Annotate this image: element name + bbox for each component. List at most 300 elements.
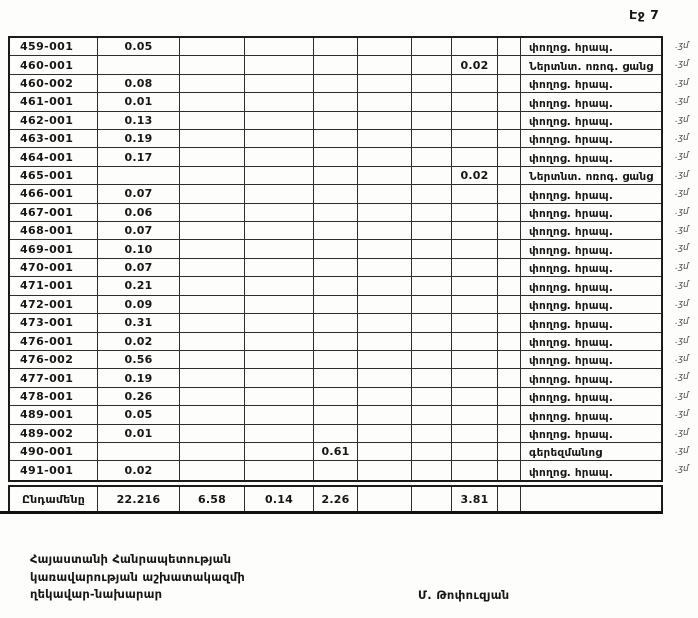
value-cell-7: [452, 259, 498, 276]
value-cell-5: [358, 461, 412, 479]
value-cell-3: [245, 38, 314, 55]
value-cell-7: [452, 277, 498, 294]
land-use-note-cell: փողոց. հրապ.: [529, 410, 614, 423]
handwritten-margin-mark: .ʒմ: [675, 464, 689, 475]
value-cell-4: 0.61: [314, 443, 358, 460]
value-cell-6: [412, 259, 452, 276]
parcel-code-cell: 461-001: [10, 93, 98, 110]
value-cell-5: [358, 240, 412, 257]
value-cell-4: [314, 148, 358, 165]
value-cell-1: 0.56: [98, 351, 180, 368]
parcel-code-cell: 468-001: [10, 222, 98, 239]
land-use-note-cell: փողոց. հրապ.: [529, 281, 614, 294]
land-use-note-cell: փողոց. հրապ.: [529, 226, 614, 239]
value-cell-7: [452, 185, 498, 202]
value-cell-2: [180, 148, 245, 165]
value-cell-8: [498, 259, 521, 276]
value-cell-6: [412, 240, 452, 257]
value-cell-6: [412, 222, 452, 239]
value-cell-5: [358, 112, 412, 129]
value-cell-3: [245, 112, 314, 129]
value-cell-5: [358, 204, 412, 221]
value-cell-7: [452, 425, 498, 442]
value-cell-7: [452, 75, 498, 92]
handwritten-margin-mark: .ʒմ: [675, 59, 689, 70]
value-cell-2: [180, 240, 245, 257]
value-cell-2: [180, 369, 245, 386]
value-cell-7: [452, 222, 498, 239]
handwritten-margin-mark: .ʒմ: [675, 335, 689, 346]
table-row: [10, 56, 689, 74]
footer-line-1: Հայաստանի Հանրապետության: [30, 552, 232, 566]
value-cell-8: [498, 425, 521, 442]
table-row: [10, 148, 689, 166]
value-cell-2: [180, 406, 245, 423]
value-cell-5: [358, 314, 412, 331]
value-cell-8: [498, 130, 521, 147]
table-row: [10, 38, 689, 56]
value-cell-1: 0.26: [98, 388, 180, 405]
table-row: [10, 314, 689, 332]
parcel-code-cell: 464-001: [10, 148, 98, 165]
land-use-note-cell: փողոց. հրապ.: [529, 392, 614, 405]
totals-value-5: [358, 487, 412, 511]
totals-row: [8, 485, 663, 514]
value-cell-2: [180, 185, 245, 202]
table-row: [10, 333, 689, 351]
table-row: [10, 167, 689, 185]
totals-value-2: 6.58: [180, 487, 245, 511]
value-cell-4: [314, 38, 358, 55]
footer-line-2: կառավարության աշխատակազմի: [30, 569, 245, 584]
parcel-code-cell: 472-001: [10, 296, 98, 313]
value-cell-2: [180, 93, 245, 110]
value-cell-6: [412, 369, 452, 386]
land-use-note-cell: փողոց. հրապ.: [529, 116, 614, 129]
totals-note-cell: [521, 487, 661, 511]
value-cell-7: [452, 296, 498, 313]
value-cell-6: [412, 38, 452, 55]
handwritten-margin-mark: .ʒմ: [675, 409, 689, 420]
value-cell-7: [452, 148, 498, 165]
table-row: [10, 388, 689, 406]
land-use-note-cell: փողոց. հրապ.: [529, 97, 614, 110]
totals-value-8: [498, 487, 521, 511]
value-cell-1: [98, 167, 180, 184]
value-cell-7: [452, 461, 498, 479]
parcel-code-cell: 460-002: [10, 75, 98, 92]
footer-line-3: ղեկավար-նախարար: [30, 587, 163, 601]
value-cell-1: [98, 443, 180, 460]
value-cell-4: [314, 296, 358, 313]
value-cell-7: [452, 314, 498, 331]
signatory-name: Մ. Թոփուզյան: [418, 588, 510, 602]
value-cell-7: [452, 38, 498, 55]
value-cell-7: [452, 388, 498, 405]
land-use-note-cell: փողոց. հրապ.: [529, 134, 614, 147]
value-cell-3: [245, 443, 314, 460]
value-cell-8: [498, 204, 521, 221]
table-row: [10, 93, 689, 111]
value-cell-7: [452, 333, 498, 350]
value-cell-5: [358, 296, 412, 313]
table-row: [10, 369, 689, 387]
land-use-note-cell: փողոց. հրապ.: [529, 300, 614, 313]
value-cell-3: [245, 148, 314, 165]
value-cell-4: [314, 461, 358, 479]
value-cell-1: 0.09: [98, 296, 180, 313]
parcel-code-cell: 460-001: [10, 56, 98, 73]
value-cell-1: 0.07: [98, 259, 180, 276]
parcel-code-cell: 465-001: [10, 167, 98, 184]
value-cell-1: 0.06: [98, 204, 180, 221]
value-cell-4: [314, 314, 358, 331]
value-cell-8: [498, 296, 521, 313]
value-cell-7: 0.02: [452, 167, 498, 184]
land-use-note-cell: Ներտնտ. ոռոգ. ցանց: [529, 60, 654, 73]
value-cell-4: [314, 167, 358, 184]
handwritten-margin-mark: .ʒմ: [675, 225, 689, 236]
value-cell-4: [314, 259, 358, 276]
parcel-code-cell: 491-001: [10, 461, 98, 479]
value-cell-8: [498, 185, 521, 202]
totals-value-4: 2.26: [314, 487, 358, 511]
value-cell-1: 0.07: [98, 222, 180, 239]
parcel-code-cell: 469-001: [10, 240, 98, 257]
handwritten-margin-mark: .ʒմ: [675, 390, 689, 401]
value-cell-5: [358, 167, 412, 184]
value-cell-8: [498, 222, 521, 239]
handwritten-margin-mark: .ʒմ: [675, 298, 689, 309]
land-use-note-cell: փողոց. հրապ.: [529, 428, 614, 441]
value-cell-6: [412, 406, 452, 423]
value-cell-5: [358, 406, 412, 423]
value-cell-5: [358, 222, 412, 239]
value-cell-6: [412, 296, 452, 313]
value-cell-3: [245, 93, 314, 110]
land-use-note-cell: փողոց. հրապ.: [529, 466, 614, 479]
value-cell-4: [314, 425, 358, 442]
totals-value-3: 0.14: [245, 487, 314, 511]
value-cell-3: [245, 314, 314, 331]
handwritten-margin-mark: .ʒմ: [675, 133, 689, 144]
value-cell-7: 0.02: [452, 56, 498, 73]
value-cell-5: [358, 148, 412, 165]
footer-signatory-title: [30, 551, 245, 604]
value-cell-6: [412, 75, 452, 92]
value-cell-4: [314, 406, 358, 423]
value-cell-5: [358, 369, 412, 386]
value-cell-3: [245, 461, 314, 479]
value-cell-7: [452, 240, 498, 257]
value-cell-2: [180, 222, 245, 239]
value-cell-3: [245, 240, 314, 257]
handwritten-margin-mark: .ʒմ: [675, 114, 689, 125]
parcel-code-cell: 477-001: [10, 369, 98, 386]
table-row: [10, 277, 689, 295]
value-cell-6: [412, 277, 452, 294]
parcel-code-cell: 476-001: [10, 333, 98, 350]
table-row: [10, 222, 689, 240]
value-cell-4: [314, 222, 358, 239]
table-row: [10, 75, 689, 93]
handwritten-margin-mark: .ʒմ: [675, 261, 689, 272]
land-use-note-cell: փողոց. հրապ.: [529, 318, 614, 331]
value-cell-6: [412, 167, 452, 184]
land-use-note-cell: Ներտնտ. ոռոգ. ցանց: [529, 171, 654, 184]
data-table: [8, 36, 689, 482]
land-use-note-cell: փողոց. հրապ.: [529, 42, 614, 55]
parcel-code-cell: 470-001: [10, 259, 98, 276]
value-cell-7: [452, 351, 498, 368]
value-cell-3: [245, 369, 314, 386]
value-cell-1: 0.02: [98, 461, 180, 479]
totals-value-6: [412, 487, 452, 511]
page-number-label: Էջ 7: [629, 7, 660, 22]
value-cell-1: 0.19: [98, 369, 180, 386]
value-cell-3: [245, 425, 314, 442]
value-cell-4: [314, 75, 358, 92]
value-cell-1: 0.10: [98, 240, 180, 257]
value-cell-3: [245, 277, 314, 294]
value-cell-3: [245, 167, 314, 184]
value-cell-8: [498, 56, 521, 73]
value-cell-3: [245, 333, 314, 350]
handwritten-margin-mark: .ʒմ: [675, 151, 689, 162]
parcel-code-cell: 466-001: [10, 185, 98, 202]
totals-value-1: 22.216: [98, 487, 180, 511]
value-cell-7: [452, 369, 498, 386]
value-cell-4: [314, 93, 358, 110]
value-cell-2: [180, 443, 245, 460]
land-use-note-cell: փողոց. հրապ.: [529, 336, 614, 349]
table-row: [10, 259, 689, 277]
value-cell-4: [314, 204, 358, 221]
value-cell-3: [245, 130, 314, 147]
value-cell-2: [180, 277, 245, 294]
value-cell-4: [314, 185, 358, 202]
table-row: [10, 443, 689, 461]
land-use-note-cell: փողոց. հրապ.: [529, 373, 614, 386]
value-cell-2: [180, 351, 245, 368]
handwritten-margin-mark: .ʒմ: [675, 353, 689, 364]
value-cell-4: [314, 351, 358, 368]
value-cell-4: [314, 277, 358, 294]
value-cell-6: [412, 314, 452, 331]
value-cell-5: [358, 388, 412, 405]
table-row: [10, 406, 689, 424]
table-row: [10, 130, 689, 148]
value-cell-6: [412, 204, 452, 221]
parcel-code-cell: 463-001: [10, 130, 98, 147]
value-cell-1: 0.02: [98, 333, 180, 350]
land-use-note-cell: փողոց. հրապ.: [529, 244, 614, 257]
table-row: [10, 425, 689, 443]
handwritten-margin-mark: .ʒմ: [675, 96, 689, 107]
table-row: [10, 461, 689, 479]
value-cell-5: [358, 425, 412, 442]
value-cell-3: [245, 204, 314, 221]
value-cell-6: [412, 388, 452, 405]
value-cell-6: [412, 185, 452, 202]
value-cell-2: [180, 461, 245, 479]
totals-label: Ընդամենը: [10, 487, 98, 511]
value-cell-7: [452, 93, 498, 110]
handwritten-margin-mark: .ʒմ: [675, 77, 689, 88]
value-cell-5: [358, 259, 412, 276]
parcel-code-cell: 489-002: [10, 425, 98, 442]
land-use-note-cell: փողոց. հրապ.: [529, 79, 614, 92]
value-cell-3: [245, 351, 314, 368]
table-row: [10, 240, 689, 258]
value-cell-3: [245, 406, 314, 423]
value-cell-2: [180, 259, 245, 276]
value-cell-2: [180, 425, 245, 442]
handwritten-margin-mark: .ʒմ: [675, 188, 689, 199]
value-cell-5: [358, 38, 412, 55]
parcel-code-cell: 462-001: [10, 112, 98, 129]
value-cell-1: 0.17: [98, 148, 180, 165]
value-cell-3: [245, 222, 314, 239]
value-cell-8: [498, 351, 521, 368]
table-bottom-rule-overhang: [0, 511, 12, 514]
value-cell-8: [498, 443, 521, 460]
value-cell-5: [358, 56, 412, 73]
value-cell-6: [412, 333, 452, 350]
value-cell-1: 0.08: [98, 75, 180, 92]
value-cell-3: [245, 259, 314, 276]
value-cell-8: [498, 388, 521, 405]
value-cell-4: [314, 369, 358, 386]
parcel-code-cell: 476-002: [10, 351, 98, 368]
land-use-note-cell: փողոց. հրապ.: [529, 189, 614, 202]
value-cell-1: 0.31: [98, 314, 180, 331]
handwritten-margin-mark: .ʒմ: [675, 445, 689, 456]
land-use-note-cell: փողոց. հրապ.: [529, 355, 614, 368]
handwritten-margin-mark: .ʒմ: [675, 427, 689, 438]
value-cell-7: [452, 204, 498, 221]
handwritten-margin-mark: .ʒմ: [675, 280, 689, 291]
value-cell-4: [314, 240, 358, 257]
value-cell-2: [180, 112, 245, 129]
value-cell-3: [245, 296, 314, 313]
parcel-code-cell: 489-001: [10, 406, 98, 423]
value-cell-1: 0.05: [98, 406, 180, 423]
value-cell-2: [180, 388, 245, 405]
value-cell-6: [412, 461, 452, 479]
value-cell-1: 0.13: [98, 112, 180, 129]
value-cell-8: [498, 75, 521, 92]
value-cell-5: [358, 333, 412, 350]
value-cell-8: [498, 240, 521, 257]
value-cell-5: [358, 130, 412, 147]
handwritten-margin-mark: .ʒմ: [675, 169, 689, 180]
value-cell-7: [452, 130, 498, 147]
parcel-code-cell: 471-001: [10, 277, 98, 294]
value-cell-3: [245, 388, 314, 405]
value-cell-1: [98, 56, 180, 73]
value-cell-8: [498, 461, 521, 479]
value-cell-6: [412, 56, 452, 73]
value-cell-1: 0.07: [98, 185, 180, 202]
value-cell-3: [245, 75, 314, 92]
value-cell-6: [412, 130, 452, 147]
value-cell-6: [412, 425, 452, 442]
handwritten-margin-mark: .ʒմ: [675, 243, 689, 254]
value-cell-4: [314, 333, 358, 350]
value-cell-5: [358, 443, 412, 460]
value-cell-8: [498, 277, 521, 294]
value-cell-6: [412, 443, 452, 460]
value-cell-5: [358, 185, 412, 202]
handwritten-margin-mark: .ʒմ: [675, 206, 689, 217]
handwritten-margin-mark: .ʒմ: [675, 372, 689, 383]
value-cell-2: [180, 314, 245, 331]
value-cell-2: [180, 167, 245, 184]
value-cell-8: [498, 369, 521, 386]
land-use-note-cell: փողոց. հրապ.: [529, 152, 614, 165]
value-cell-2: [180, 56, 245, 73]
value-cell-8: [498, 406, 521, 423]
table-row: [10, 351, 689, 369]
parcel-code-cell: 490-001: [10, 443, 98, 460]
table-row: [10, 112, 689, 130]
value-cell-2: [180, 204, 245, 221]
value-cell-1: 0.01: [98, 93, 180, 110]
value-cell-8: [498, 148, 521, 165]
value-cell-7: [452, 443, 498, 460]
value-cell-8: [498, 112, 521, 129]
value-cell-8: [498, 333, 521, 350]
value-cell-6: [412, 93, 452, 110]
value-cell-8: [498, 167, 521, 184]
value-cell-4: [314, 130, 358, 147]
value-cell-5: [358, 75, 412, 92]
value-cell-5: [358, 93, 412, 110]
value-cell-5: [358, 351, 412, 368]
parcel-code-cell: 459-001: [10, 38, 98, 55]
land-use-note-cell: փողոց. հրապ.: [529, 208, 614, 221]
parcel-code-cell: 467-001: [10, 204, 98, 221]
parcel-code-cell: 478-001: [10, 388, 98, 405]
value-cell-6: [412, 112, 452, 129]
value-cell-8: [498, 93, 521, 110]
value-cell-2: [180, 130, 245, 147]
value-cell-2: [180, 38, 245, 55]
value-cell-8: [498, 314, 521, 331]
value-cell-2: [180, 75, 245, 92]
value-cell-2: [180, 296, 245, 313]
value-cell-6: [412, 148, 452, 165]
value-cell-4: [314, 388, 358, 405]
handwritten-margin-mark: .ʒմ: [675, 317, 689, 328]
handwritten-margin-mark: .ʒմ: [675, 41, 689, 51]
value-cell-6: [412, 351, 452, 368]
value-cell-1: 0.01: [98, 425, 180, 442]
table-row: [10, 185, 689, 203]
value-cell-7: [452, 112, 498, 129]
land-use-note-cell: փողոց. հրապ.: [529, 263, 614, 276]
value-cell-1: 0.21: [98, 277, 180, 294]
totals-value-7: 3.81: [452, 487, 498, 511]
parcel-code-cell: 473-001: [10, 314, 98, 331]
value-cell-2: [180, 333, 245, 350]
value-cell-1: 0.05: [98, 38, 180, 55]
value-cell-3: [245, 56, 314, 73]
table-row: [10, 296, 689, 314]
value-cell-5: [358, 277, 412, 294]
land-use-note-cell: գերեզմանոց: [529, 447, 603, 460]
